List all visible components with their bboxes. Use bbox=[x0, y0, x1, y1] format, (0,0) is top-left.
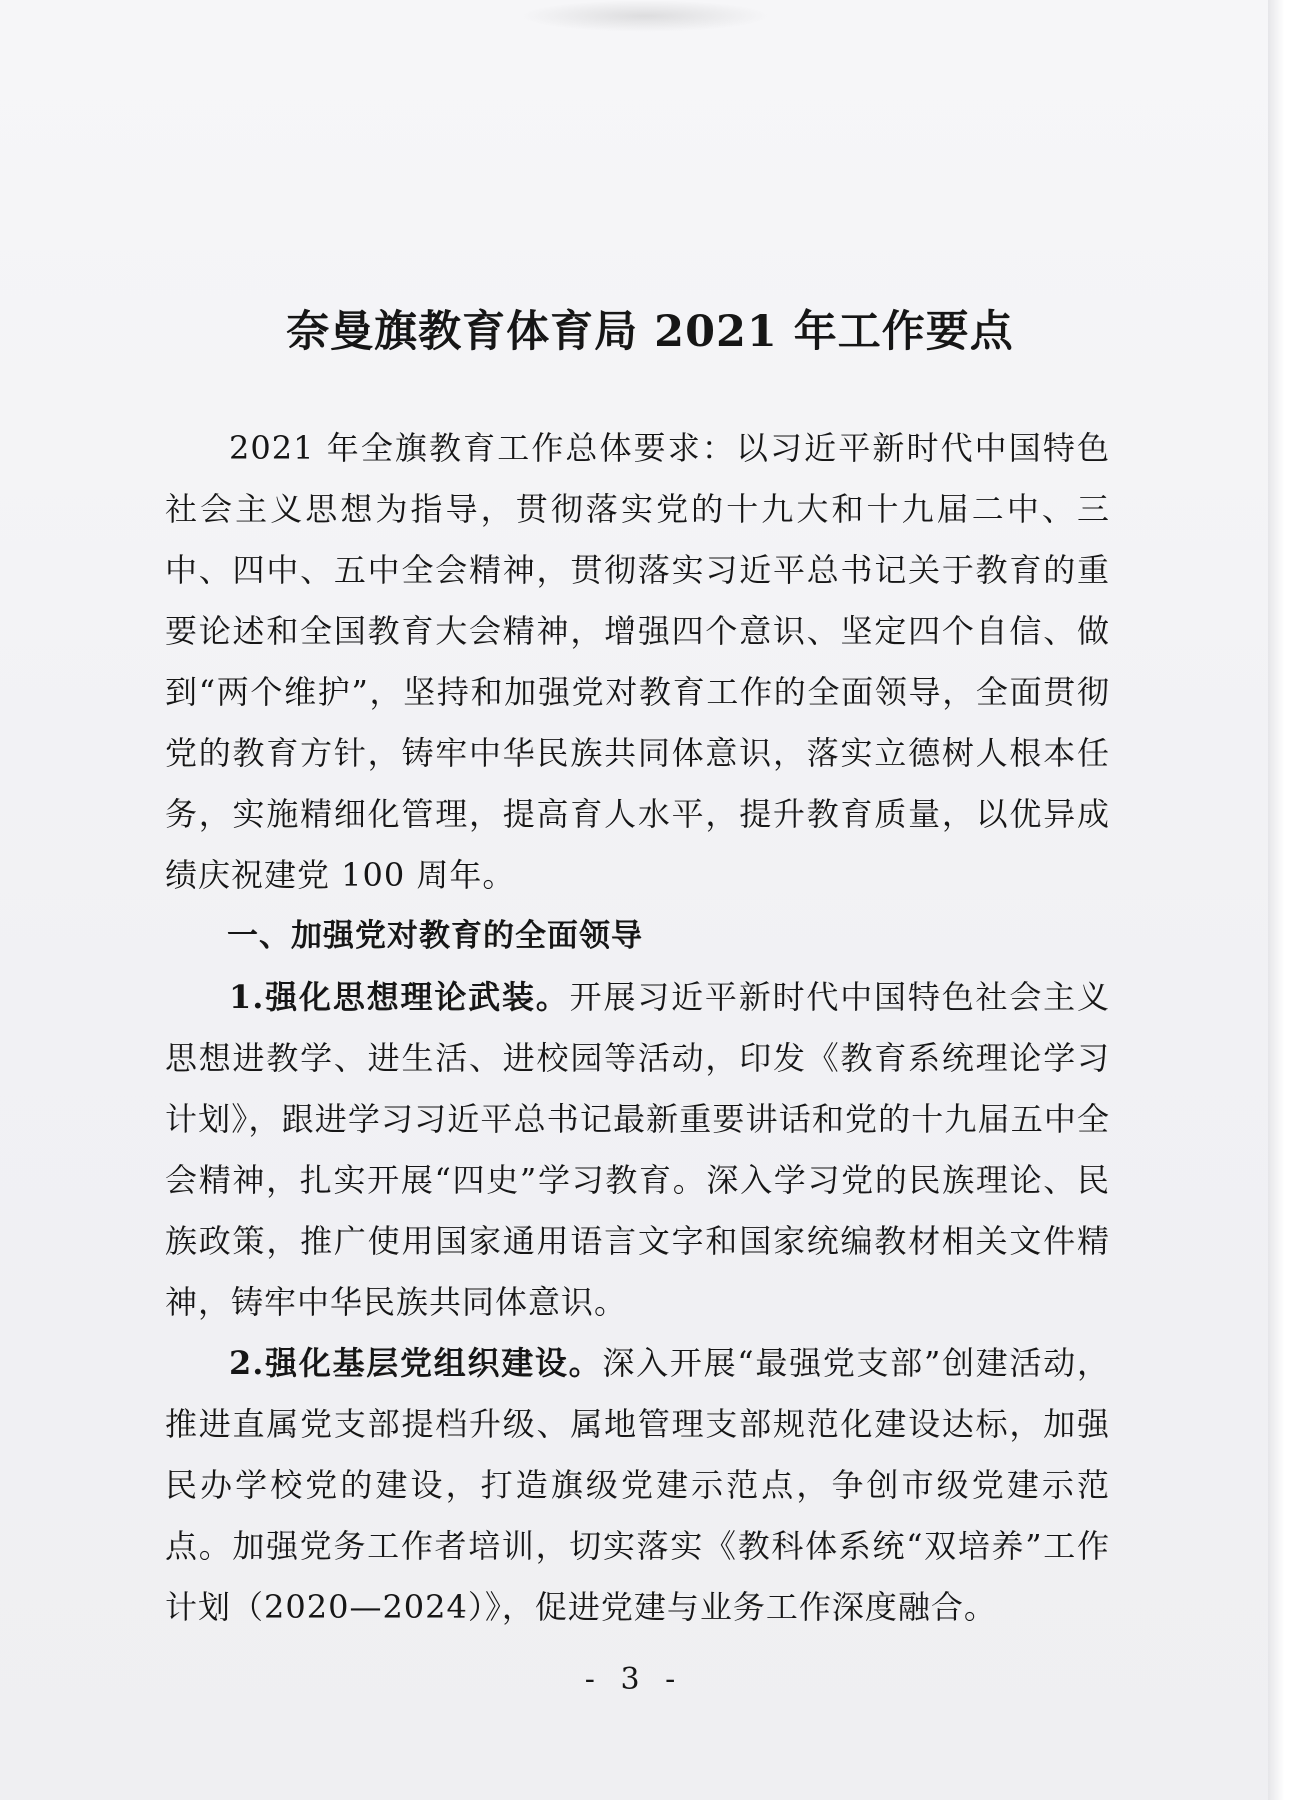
page-number: - 3 - bbox=[584, 1662, 684, 1697]
document-body bbox=[165, 418, 1110, 1638]
item-text-1: 开展习近平新时代中国特色社会主义思想进教学、进生活、进校园等活动，印发《教育系统理论学习计划》，跟进学习习近平总书记最新重要讲话和党的十九届五中全会精神，扎实开展“四史”学习教育。深入学习党的民族理论、民族政策，推广使用国家通用语言文字和国家统编教材相关文件精神，铸牢中华民族共同体意识。 bbox=[165, 978, 1110, 1321]
item-lead-2: 2.强化基层党组织建设。 bbox=[229, 1344, 603, 1382]
scan-edge bbox=[1268, 0, 1309, 1800]
item-lead-1: 1.强化思想理论武装。 bbox=[229, 978, 570, 1016]
document-title: 奈曼旗教育体育局 2021 年工作要点 bbox=[286, 307, 1014, 357]
intro-paragraph: 2021 年全旗教育工作总体要求：以习近平新时代中国特色社会主义思想为指导，贯彻落实党的十九大和十九届二中、三中、四中、五中全会精神，贯彻落实习近平总书记关于教育的重要论述和全国教育大会精神，增强四个意识、坚定四个自信、做到“两个维护”，坚持和加强党对教育工作的全面领导，全面贯彻党的教育方针，铸牢中华民族共同体意识，落实立德树人根本任务，实施精细化管理，提高育人水平，提升教育质量，以优异成绩庆祝建党 100 周年。 bbox=[165, 429, 1110, 894]
section-heading: 一、加强党对教育的全面领导 bbox=[227, 918, 643, 954]
item-paragraph-2 bbox=[165, 1333, 1110, 1638]
item-text-2: 深入开展“最强党支部”创建活动，推进直属党支部提档升级、属地管理支部规范化建设达标，加强民办学校党的建设，打造旗级党建示范点，争创市级党建示范点。加强党务工作者培训，切实落实《教科体系统“双培养”工作计划（2020—2024）》，促进党建与业务工作深度融合。 bbox=[165, 1344, 1110, 1626]
item-paragraph-1 bbox=[165, 967, 1110, 1333]
